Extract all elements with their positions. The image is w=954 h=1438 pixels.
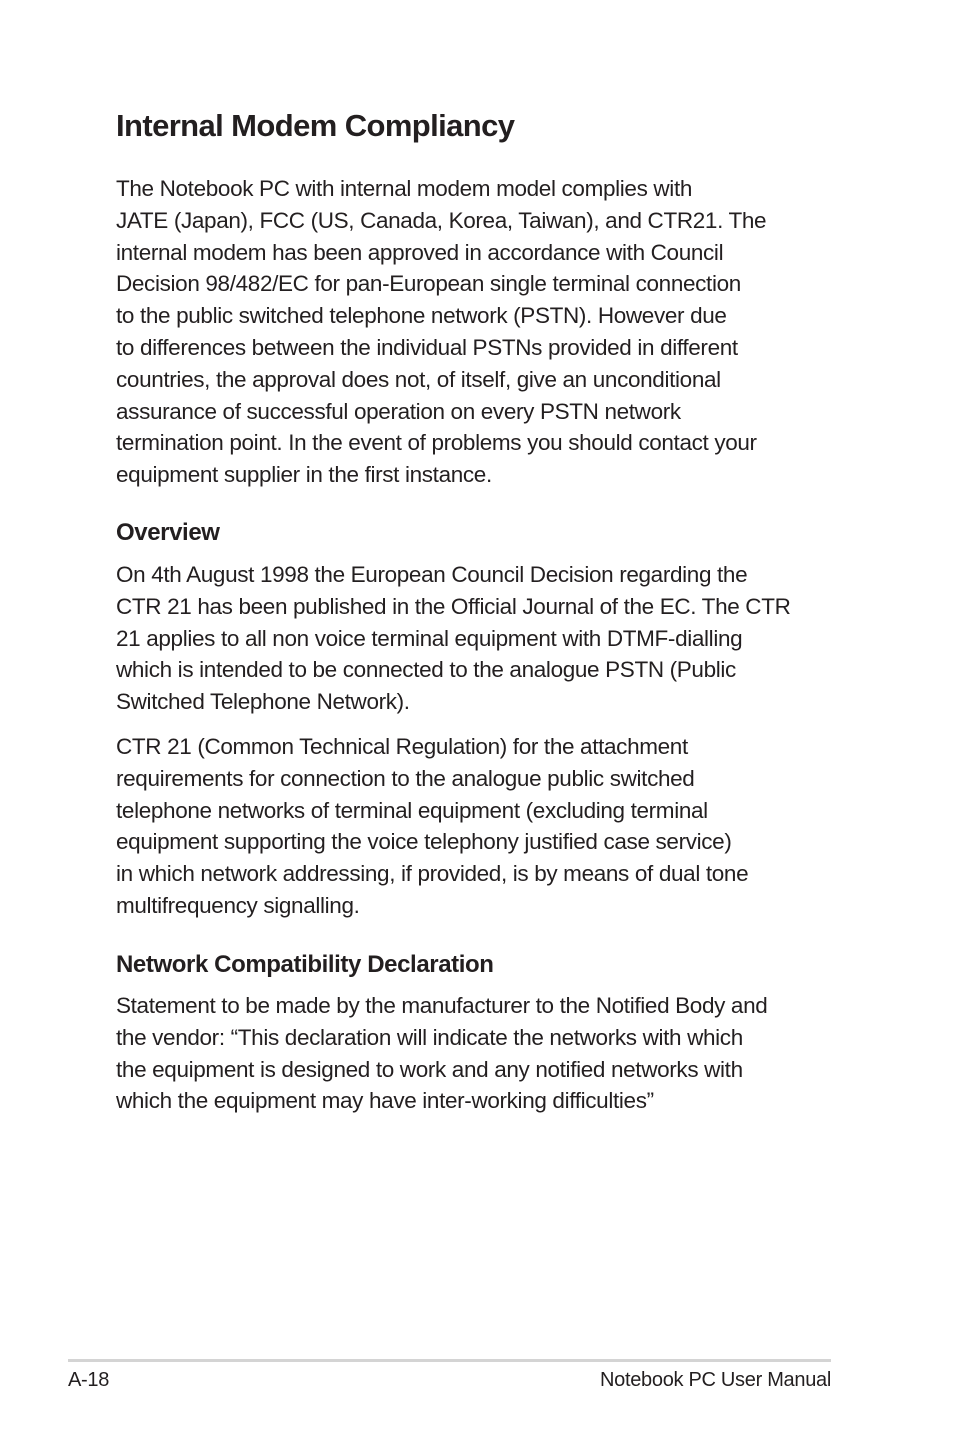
network-compatibility-paragraph [116, 990, 767, 1117]
network-compatibility-heading: Network Compatibility Declaration [116, 951, 494, 978]
text-line: the vendor: “This declaration will indicate the networks with which [116, 1024, 743, 1050]
text-line: CTR 21 (Common Technical Regulation) for the attachment [116, 734, 688, 759]
footer-divider [68, 1359, 831, 1362]
text-line: Decision 98/482/EC for pan-European single terminal connection [116, 271, 741, 297]
text-line: JATE (Japan), FCC (US, Canada, Korea, Taiwan), and CTR21. The [116, 207, 767, 233]
text-line: internal modem has been approved in accordance with Council [116, 239, 724, 265]
text-line: Switched Telephone Network). [116, 689, 410, 715]
text-line: On 4th August 1998 the European Council Decision regarding the [116, 562, 748, 587]
text-line: to the public switched telephone network (PSTN). However due [116, 303, 727, 329]
text-line: telephone networks of terminal equipment (excluding terminal [116, 797, 708, 823]
text-line: which the equipment may have inter-working difficulties” [116, 1088, 654, 1114]
text-line: 21 applies to all non voice terminal equipment with DTMF-dialling [116, 625, 743, 651]
text-line: assurance of successful operation on every PSTN network [116, 398, 681, 424]
text-line: requirements for connection to the analogue public switched [116, 765, 695, 791]
overview-paragraph-2 [116, 731, 748, 922]
text-line: Statement to be made by the manufacturer to the Notified Body and [116, 993, 768, 1018]
text-line: The Notebook PC with internal modem model complies with [116, 176, 693, 201]
text-line: equipment supporting the voice telephony justified case service) [116, 829, 732, 855]
page-title: Internal Modem Compliancy [116, 108, 515, 143]
intro-paragraph [116, 173, 766, 491]
page-number: A-18 [68, 1369, 110, 1391]
manual-title: Notebook PC User Manual [600, 1369, 831, 1391]
text-line: countries, the approval does not, of itself, give an unconditional [116, 366, 721, 392]
overview-heading: Overview [116, 519, 220, 546]
text-line: equipment supplier in the first instance. [116, 462, 492, 488]
text-line: CTR 21 has been published in the Official Journal of the EC. The CTR [116, 593, 791, 619]
text-line: the equipment is designed to work and any notified networks with [116, 1056, 743, 1082]
text-line: multifrequency signalling. [116, 892, 360, 918]
text-line: to differences between the individual PSTNs provided in different [116, 334, 738, 360]
text-line: which is intended to be connected to the analogue PSTN (Public [116, 657, 736, 683]
overview-paragraph-1 [116, 559, 791, 718]
text-line: in which network addressing, if provided, is by means of dual tone [116, 861, 749, 887]
text-line: termination point. In the event of problems you should contact your [116, 430, 757, 456]
